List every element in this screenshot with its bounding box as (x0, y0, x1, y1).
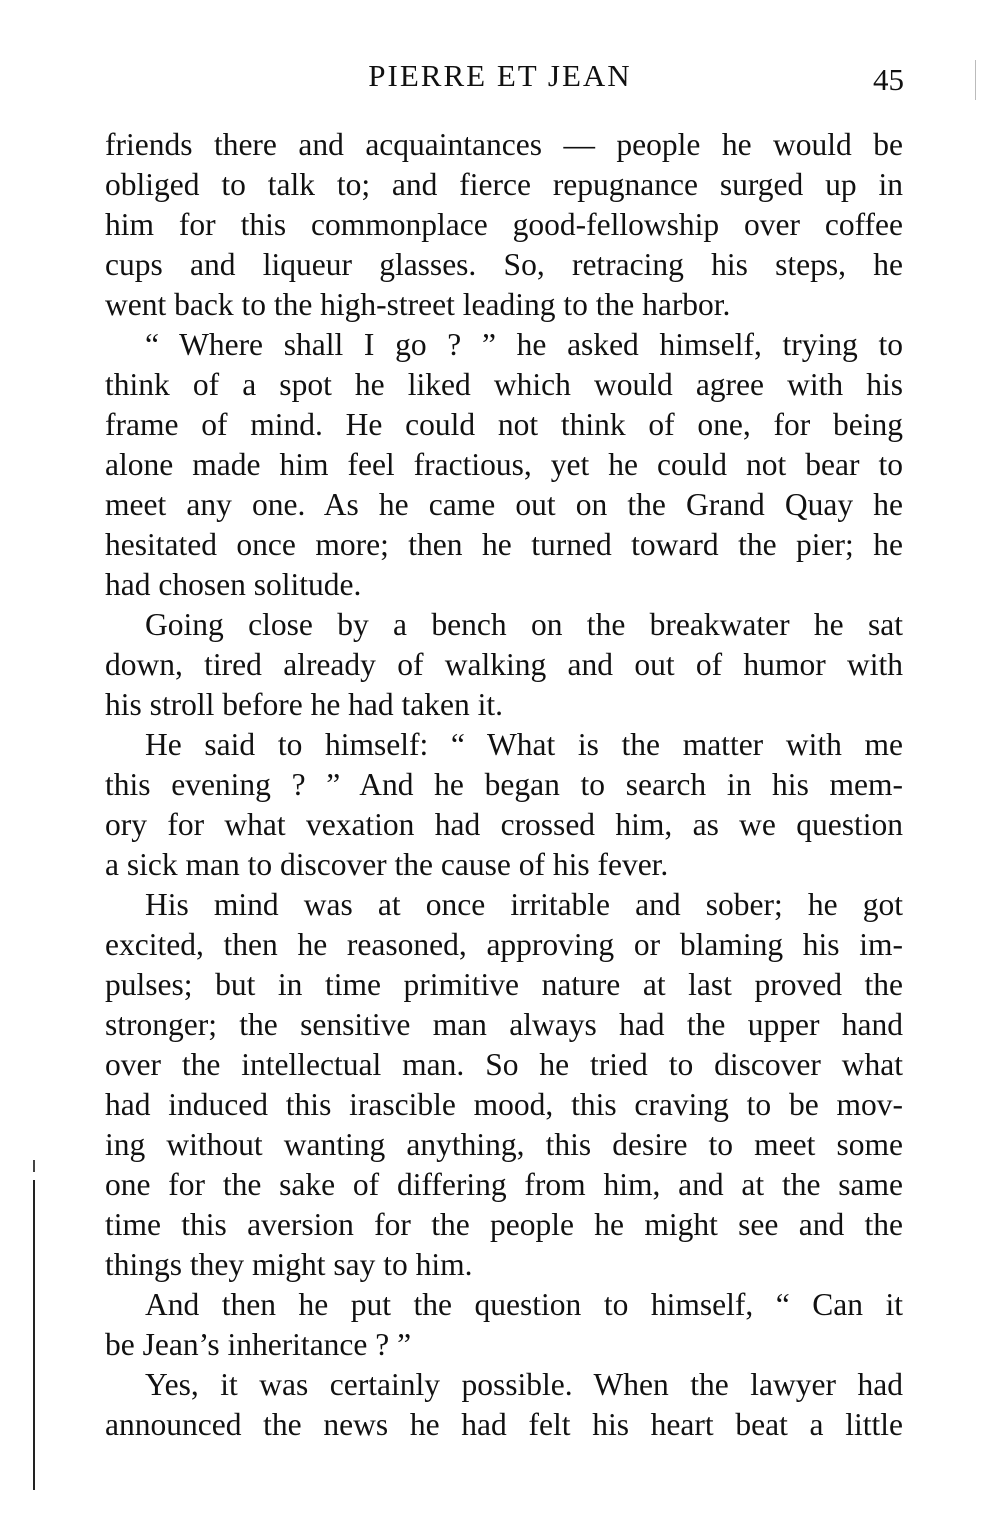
text-line: his stroll before he had taken it. (105, 687, 504, 722)
text-line: And then he put the question to himself, “ Can it (145, 1287, 903, 1322)
text-line: cups and liqueur glasses. So, retracing his steps, he (105, 247, 903, 282)
text-line: frame of mind. He could not think of one, for being (105, 407, 903, 442)
text-line: pulses; but in time primitive nature at last proved the (105, 967, 903, 1002)
margin-rule (33, 1180, 35, 1490)
text-line: Yes, it was certainly possible. When the lawyer had (145, 1367, 903, 1402)
text-line: ory for what vexation had crossed him, as we question (105, 807, 903, 842)
text-line: excited, then he reasoned, approving or blaming his im- (105, 927, 903, 962)
running-head (0, 56, 1000, 96)
text-line: be Jean’s inheritance ? ” (105, 1327, 412, 1362)
text-line: His mind was at once irritable and sober; he got (145, 887, 903, 922)
body-text (105, 125, 903, 1445)
text-line: him for this commonplace good-fellowship over coffee (105, 207, 903, 242)
text-line: alone made him feel fractious, yet he could not bear to (105, 447, 903, 482)
text-line: time this aversion for the people he might see and the (105, 1207, 903, 1242)
text-line: hesitated once more; then he turned toward the pier; he (105, 527, 903, 562)
text-line: this evening ? ” And he began to search in his mem- (105, 767, 903, 802)
text-line: things they might say to him. (105, 1247, 473, 1282)
text-line: over the intellectual man. So he tried to discover what (105, 1047, 903, 1082)
text-line: meet any one. As he came out on the Grand Quay he (105, 487, 903, 522)
text-line: “ Where shall I go ? ” he asked himself, trying to (145, 327, 903, 362)
page-edge-mark (975, 60, 976, 100)
text-line: went back to the high-street leading to the harbor. (105, 287, 731, 322)
running-title: PIERRE ET JEAN (368, 58, 632, 93)
text-line: had chosen solitude. (105, 567, 362, 602)
margin-tick-mark (33, 1160, 35, 1172)
text-line: obliged to talk to; and fierce repugnance surged up in (105, 167, 903, 202)
text-line: announced the news he had felt his heart beat a little (105, 1407, 903, 1442)
text-line: friends there and acquaintances — people he would be (105, 127, 903, 162)
text-line: think of a spot he liked which would agree with his (105, 367, 903, 402)
text-line: He said to himself: “ What is the matter with me (145, 727, 903, 762)
text-line: a sick man to discover the cause of his fever. (105, 847, 669, 882)
text-line: down, tired already of walking and out of humor with (105, 647, 903, 682)
page-number: 45 (873, 62, 904, 97)
text-line: Going close by a bench on the breakwater he sat (145, 607, 903, 642)
text-line: stronger; the sensitive man always had the upper hand (105, 1007, 903, 1042)
text-line: had induced this irascible mood, this craving to be mov- (105, 1087, 903, 1122)
text-line: ing without wanting anything, this desire to meet some (105, 1127, 903, 1162)
text-line: one for the sake of differing from him, and at the same (105, 1167, 903, 1202)
